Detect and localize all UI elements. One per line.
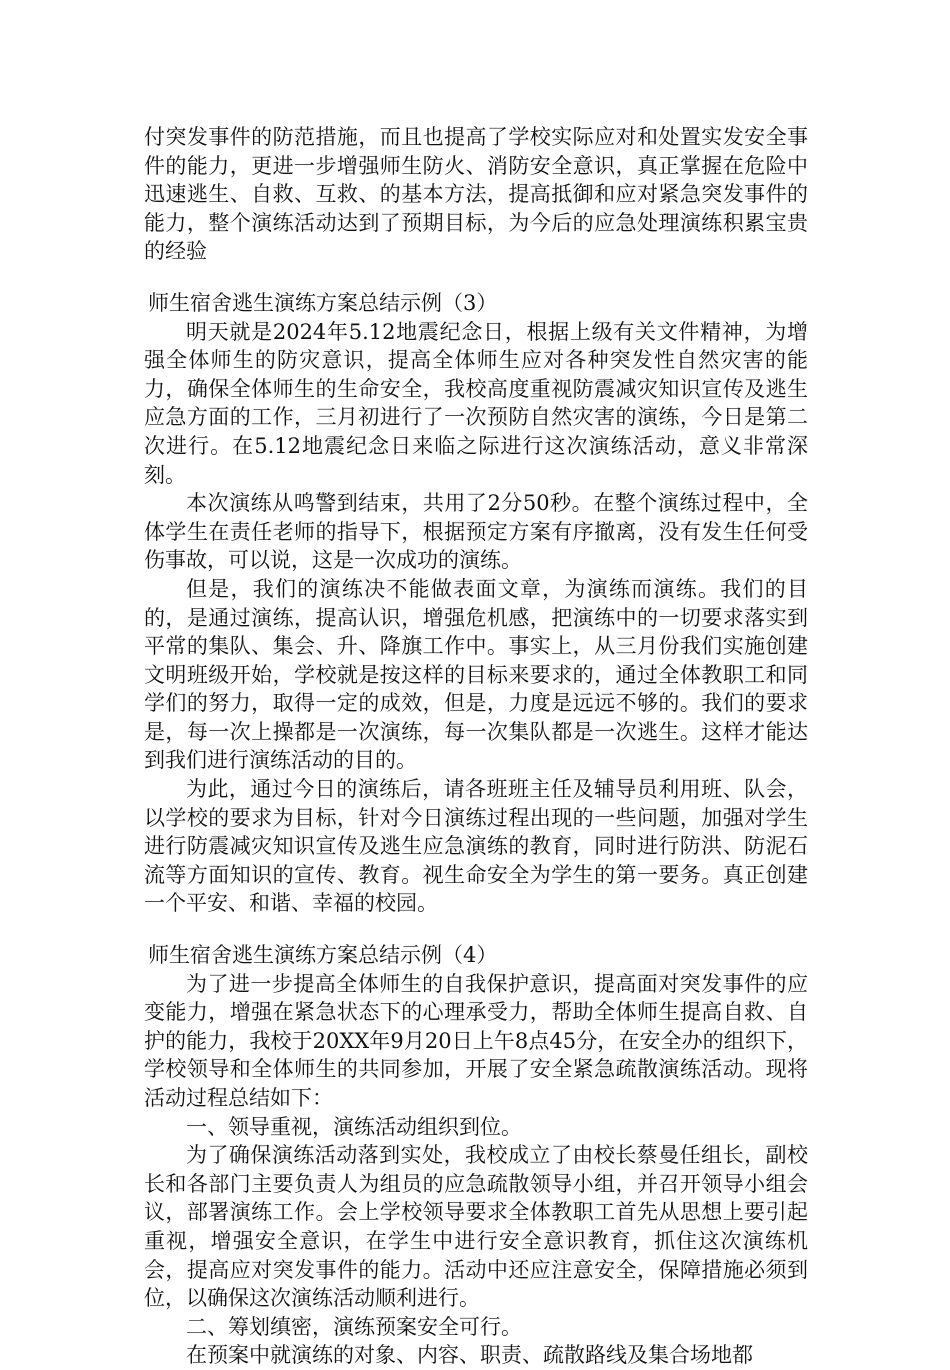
paragraph: 本次演练从鸣警到结束，共用了2分50秒。在整个演练过程中，全体学生在责任老师的指导下，根据预定方案有序撤离，没有发生任何受伤事故，可以说，这是一次成功的演练。 [144, 491, 808, 573]
paragraph: 为了确保演练活动落到实处，我校成立了由校长蔡曼任组长，副校长和各部门主要负责人为组员的应急疏散领导小组，并召开领导小组会议，部署演练工作。会上学校领导要求全体教职工首先从思想上要引起重视，增强安全意识，在学生中进行安全意识教育，抓住这次演练机会，提高应对突发事件的能力。活动中还应注意安全，保障措施必须到位，以确保这次演练活动顺利进行。 [144, 1143, 808, 1311]
paragraph: 在预案中就演练的对象、内容、职责、疏散路线及集合场地都 [186, 1343, 753, 1368]
paragraph: 明天就是2024年5.12地震纪念日，根据上级有关文件精神，为增强全体师生的防灾意识，提高全体师生应对各种突发性自然灾害的能力，确保全体师生的生命安全，我校高度重视防震减灾知识宣传及逃生应急方面的工作，三月初进行了一次预防自然灾害的演练，今日是第二次进行。在5.12地震纪念日来临之际进行这次演练活动，意义非常深刻。 [144, 319, 808, 487]
subheading-2: 二、筹划缜密，演练预案安全可行。 [186, 1314, 522, 1339]
paragraph: 为此，通过今日的演练后，请各班班主任及辅导员利用班、队会，以学校的要求为目标，针对今日演练过程出现的一些问题，加强对学生进行防震减灾知识宣传及逃生应急演练的教育，同时进行防洪、防泥石流等方面知识的宣传、教育。视生命安全为学生的第一要务。真正创建一个平安、和谐、幸福的校园。 [144, 777, 808, 916]
paragraph-continuation: 付突发事件的防范措施，而且也提高了学校实际应对和处置实发安全事件的能力，更进一步增强师生防火、消防安全意识，真正掌握在危险中迅速逃生、自救、互救、的基本方法，提高抵御和应对紧急突发事件的能力，整个演练活动达到了预期目标，为今后的应急处理演练积累宝贵的经验 [144, 125, 808, 264]
section-heading-3: 师生宿舍逃生演练方案总结示例（3） [148, 290, 498, 315]
paragraph: 但是，我们的演练决不能做表面文章，为演练而演练。我们的目的，是通过演练，提高认识，增强危机感，把演练中的一切要求落实到平常的集队、集会、升、降旗工作中。事实上，从三月份我们实施创建文明班级开始，学校就是按这样的目标来要求的，通过全体教职工和同学们的努力，取得一定的成效，但是，力度是远远不够的。我们的要求是，每一次上操都是一次演练，每一次集队都是一次逃生。这样才能达到我们进行演练活动的目的。 [144, 576, 808, 773]
subheading-1: 一、领导重视，演练活动组织到位。 [186, 1114, 522, 1139]
document-body [144, 123, 808, 1370]
section-heading-4: 师生宿舍逃生演练方案总结示例（4） [148, 943, 498, 968]
paragraph: 为了进一步提高全体师生的自我保护意识，提高面对突发事件的应变能力，增强在紧急状态下的心理承受力，帮助全体师生提高自救、自护的能力，我校于20XX年9月20日上午8点45分，在安全办的组织下，学校领导和全体师生的共同参加，开展了安全紧急疏散演练活动。现将活动过程总结如下： [144, 971, 808, 1110]
